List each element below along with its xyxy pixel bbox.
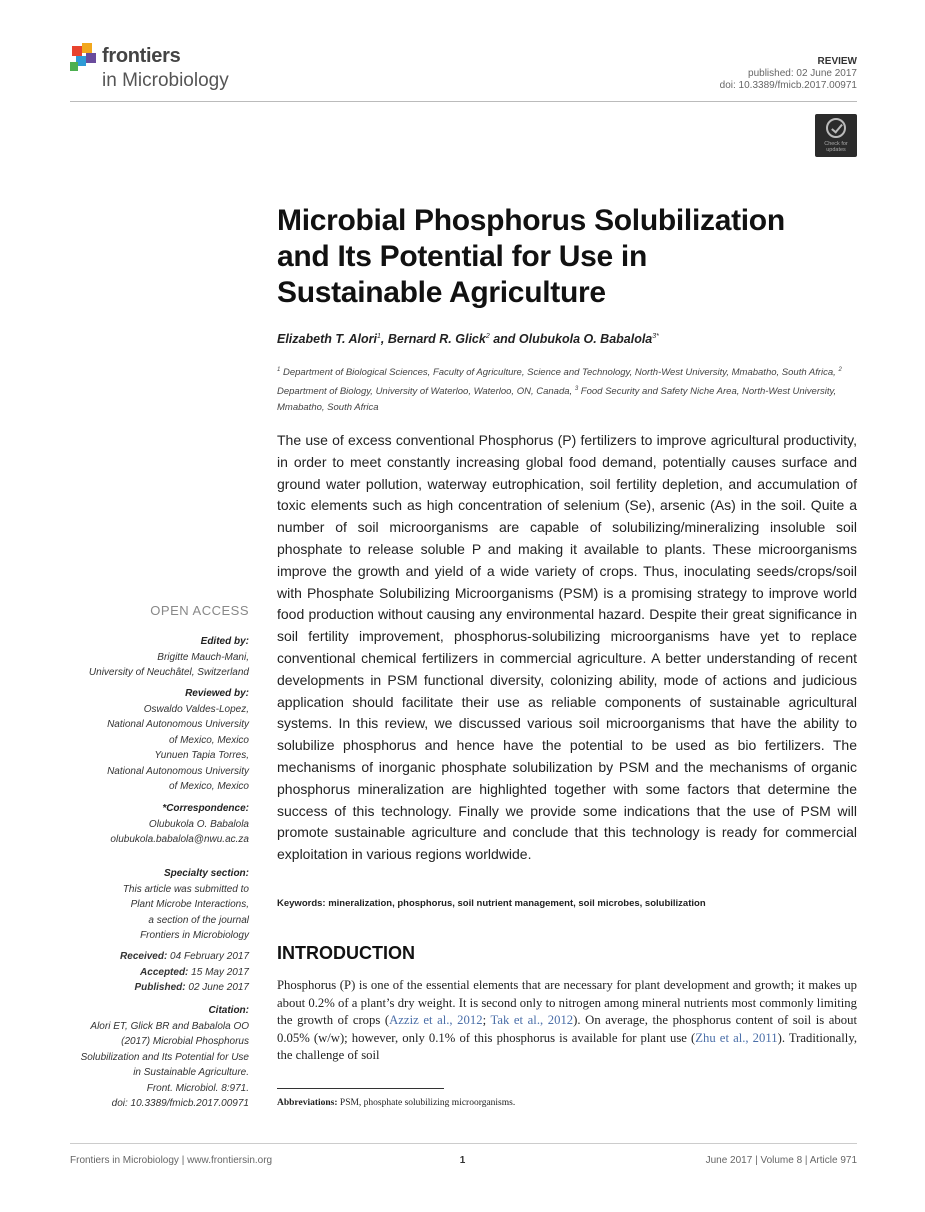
dates-block: Received: 04 February 2017 Accepted: 15 May 2017 Published: 02 June 2017 (120, 951, 249, 993)
footer-issue-info: June 2017 | Volume 8 | Article 971 (705, 1155, 857, 1166)
badge-label: Check for updates (824, 141, 848, 153)
abstract: The use of excess conventional Phosphorus (P) fertilizers to improve agricultural productivity, in order to meet constantly increasing global food demand, potentially causes surface and ground water pollution, waterway eutrophication, soil fertility depletion, and accumulation of toxic elements such as high concentration of selenium (Se), arsenic (As) in the soil. Quite a number of soil microorganisms are capable of solubilizing/mineralizing insoluble soil phosphate to release soluble P and making it available to plants. These microorganisms improve the growth and yield of a wide variety of crops. Thus, inoculating seeds/crops/soil with Phosphate Solubilizing Microorganisms (PSM) is a promising strategy to improve world food production without causing any environmental hazard. Despite their great significance in soil fertility improvement, phosphorus-solubilizing microorganisms have yet to replace conventional chemical fertilizers in commercial agriculture. A better understanding of recent developments in PSM functional diversity, colonizing ability, mode of actions and judicious application should facilitate their use as reliable components of sustainable agricultural systems. In this review, we discussed various soil microorganisms that have the ability to solubilize phosphorus and hence have the potential to be used as bio fertilizers. The mechanisms of inorganic phosphate solubilization by PSM and the mechanisms of organic phosphorus mineralization are highlighted together with some factors that determine the success of this technology. Finally we provide some indications that the use of PSM will promote sustainable agriculture and conclude that this technology is ready for commercial exploitation in various regions worldwide. (277, 432, 857, 863)
page-number: 1 (459, 1155, 466, 1166)
specialty-section-block: Specialty section: This article was submitted to Plant Microbe Interactions, a section of the journal Frontiers in Microbiology (122, 868, 249, 941)
author-list: Elizabeth T. Alori$^1$, Bernard R. Glick$^2$ and Olubukola O. Babalola$^{3*}$ (277, 332, 659, 346)
check-for-updates-badge[interactable] (815, 114, 857, 157)
citation-link[interactable]: Azziz et al., 2012 (389, 1013, 483, 1028)
article-title: Microbial Phosphorus Solubilization and Its Potential for Use in Sustainable Agriculture (277, 204, 785, 309)
author-name[interactable]: Elizabeth T. Alori (277, 332, 378, 346)
header-divider (70, 101, 857, 102)
introduction-paragraph: Phosphorus (P) is one of the essential elements that are necessary for plant development and growth; it makes up about 0.2% of a plant’s dry weight. It is second only to nitrogen among mineral nutrients most commonly limiting the growth of crops (Azziz et al., 2012; Tak et al., 2012). On average, the phosphorus content of soil is about 0.05% (w/w); however, only 0.1% of this phosphorus is available for plant use (Zhu et al., 2011). Traditionally, the challenge of soil (277, 978, 858, 1063)
footer-journal-link[interactable]: Frontiers in Microbiology | www.frontiersin.org (70, 1155, 273, 1166)
correspondence-block: *Correspondence: Olubukola O. Babalola olubukola.babalola@nwu.ac.za (68, 801, 249, 848)
frontiers-logo-icon (70, 42, 100, 74)
journal-logo (70, 42, 270, 98)
footnote-divider (277, 1088, 444, 1089)
edited-by-block: Edited by: Brigitte Mauch-Mani, University of Neuchâtel, Switzerland (88, 636, 249, 678)
open-access-label: OPEN ACCESS (150, 603, 249, 618)
article-meta (720, 56, 857, 92)
published-date: published: 02 June 2017 (748, 68, 857, 79)
author-name[interactable]: Olubukola O. Babalola (518, 332, 653, 346)
section-heading-introduction: INTRODUCTION (277, 943, 415, 963)
citation-link[interactable]: Tak et al., 2012 (490, 1013, 574, 1028)
citation-block: Citation: Alori ET, Glick BR and Babalola OO (2017) Microbial Phosphorus Solubilization and Its Potential for Use in Sustainable Agriculture. Front. Microbiol. 8:971. doi: 10.3389/fmicb.2017.00971 (80, 1005, 249, 1109)
journal-name-secondary: in Microbiology (102, 70, 229, 91)
checkmark-icon (826, 118, 846, 138)
article-type: REVIEW (817, 56, 857, 67)
reviewed-by-block: Reviewed by: Oswaldo Valdes-Lopez, National Autonomous University of Mexico, Mexico Yunuen Tapia Torres, National Autonomous University of Mexico, Mexico (107, 688, 249, 792)
footer-divider (70, 1143, 857, 1144)
correspondence-email[interactable]: olubukola.babalola@nwu.ac.za (110, 834, 249, 845)
footnote-abbreviations: Abbreviations: PSM, phosphate solubilizing microorganisms. (277, 1098, 516, 1108)
journal-name-primary: frontiers (102, 45, 181, 67)
article-doi[interactable]: doi: 10.3389/fmicb.2017.00971 (719, 80, 857, 91)
affiliations: $^1$ Department of Biological Sciences, Faculty of Agriculture, Science and Technology, North-West University, Mmabatho, South Africa, $^2$ Department of Biology, University of Waterloo, Waterloo, ON, Canada, $^3$ Food Security and Safety Niche Area, North-West University, Mmabatho, South Africa (277, 367, 842, 414)
keywords: Keywords: mineralization, phosphorus, soil nutrient management, soil microbes, solubilization (277, 898, 706, 909)
citation-link[interactable]: Zhu et al., 2011 (695, 1030, 778, 1045)
author-name[interactable]: Bernard R. Glick (387, 332, 486, 346)
